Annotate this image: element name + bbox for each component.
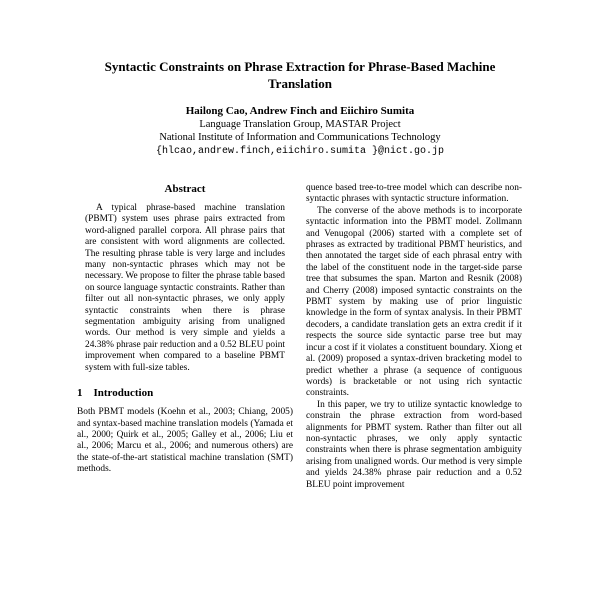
- right-column-paragraph-2: The converse of the above methods is to incorporate syntactic information into the PBMT model. Zollmann and Venugopal (2006) started with a complete set of phrases as extracted by traditional PBMT heuristics, and then annotated the target side of each phrasal entry with the label of the constituent node in the target-side parse tree that subsumes the span. Marton and Resnik (2008) and Cherry (2008) imposed syntactic constraints on the PBMT system by making use of prior linguistic knowledge in the form of syntax analysis. In their PBMT decoders, a candidate translation gets an extra credit if it respects the source side syntactic parse tree but may incur a cost if it violates a constituent boundary. Xiong et al. (2009) proposed a syntax-driven bracketing model to predict whether a phrase (a sequence of contiguous words) is bracketable or not using rich syntactic constraints.: [306, 205, 522, 399]
- left-column: [77, 183, 293, 491]
- paper-title: Syntactic Constraints on Phrase Extraction for Phrase-Based Machine Translation: [104, 59, 496, 91]
- abstract-text: A typical phrase-based machine translation (PBMT) system uses phrase pairs extracted from word-aligned parallel corpora. All phrase pairs that are consistent with word alignments are collected. The resulting phrase table is very large and includes many non-syntactic phrases which may not be necessary. We propose to filter the phrase table based on source language syntactic constraints. Rather than filter out all non-syntactic phrases, we only apply syntactic constraints when there is phrase segmentation ambiguity arising from unaligned words. Our method is very simple and yields a 24.38% phrase pair reduction and a 0.52 BLEU point improvement when compared to a baseline PBMT system with full-size tables.: [85, 203, 285, 373]
- right-column-paragraph-1: quence based tree-to-tree model which can describe non-syntactic phrases with syntactic structure information.: [306, 183, 522, 205]
- section-heading-introduction: [77, 387, 293, 400]
- paper-authors: Hailong Cao, Andrew Finch and Eiichiro Sumita: [185, 105, 415, 117]
- introduction-paragraph: Both PBMT models (Koehn et al., 2003; Chiang, 2005) and syntax-based machine translation models (Yamada et al., 2000; Quirk et al., 2005; Galley et al., 2006; Liu et al., 2006; Marcu et al., 2006; and numerous others) are the state-of-the-art statistical machine translation (SMT) methods.: [77, 407, 293, 475]
- abstract-body: [77, 203, 293, 374]
- section-title: Introduction: [93, 387, 154, 400]
- affiliation-line-1: Language Translation Group, MASTAR Project: [199, 119, 401, 130]
- right-column: [306, 183, 522, 491]
- two-column-body: [77, 183, 523, 491]
- right-column-paragraph-3: In this paper, we try to utilize syntactic knowledge to constrain the phrase extraction from word-based alignments for PBMT system. Rather than filter out all non-syntactic phrases, we only apply syntactic constraints when there is phrase segmentation ambiguity arising from unaligned words. Our method is very simple and yields 24.38% phrase pair reduction and a 0.52 BLEU point improvement: [306, 399, 522, 490]
- affiliation-line-2: National Institute of Information and Communications Technology: [159, 132, 441, 143]
- abstract-heading: Abstract: [164, 183, 206, 195]
- author-emails: {hlcao,andrew.finch,eiichiro.sumita }@nict.go.jp: [155, 146, 445, 157]
- section-number: 1: [77, 387, 83, 400]
